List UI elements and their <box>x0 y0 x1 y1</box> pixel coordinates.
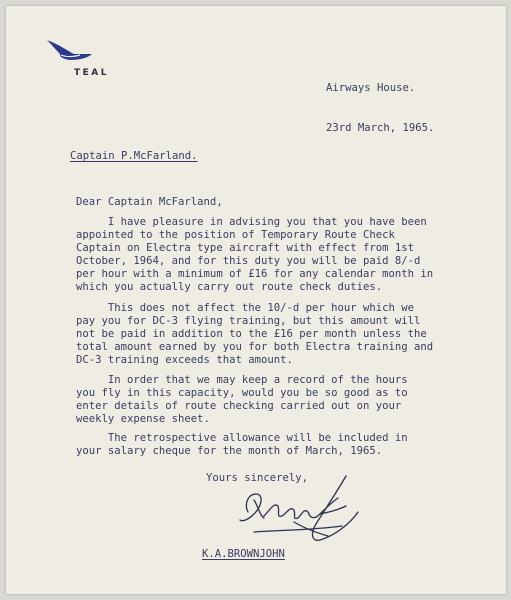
salutation: Dear Captain McFarland, <box>76 196 223 208</box>
paragraph-line: weekly expense sheet. <box>76 413 210 425</box>
paragraph-4 <box>76 432 408 458</box>
paragraph-line: total amount earned by you for both Electra training and <box>76 341 434 353</box>
paragraph-line: In order that we may keep a record of the hours <box>76 374 408 386</box>
paragraph-line: The retrospective allowance will be included in <box>76 432 408 444</box>
paragraph-line: October, 1964, and for this duty you will be paid 8/-d <box>76 255 421 267</box>
paragraph-line: appointed to the position of Temporary Route Check <box>76 229 395 241</box>
paragraph-line: Captain on Electra type aircraft with effect from 1st <box>76 242 415 254</box>
paragraph-line: your salary cheque for the month of March, 1965. <box>76 445 383 457</box>
sender-address: Airways House. <box>326 82 416 94</box>
handwritten-signature <box>234 472 364 548</box>
teal-bird-logo-icon <box>46 38 94 64</box>
closing: Yours sincerely, <box>206 472 309 484</box>
letter-page <box>6 6 506 594</box>
letter-date: 23rd March, 1965. <box>326 122 435 134</box>
paragraph-line: enter details of route checking carried out on your <box>76 400 402 412</box>
paragraph-line: you fly in this capacity, would you be so good as to <box>76 387 408 399</box>
paragraph-line: not be paid in addition to the £16 per month unless the <box>76 328 427 340</box>
paragraph-3 <box>76 374 408 426</box>
recipient-name: Captain P.McFarland. <box>70 150 198 162</box>
signatory-name: K.A.BROWNJOHN <box>202 548 285 560</box>
paragraph-line: This does not affect the 10/-d per hour which we <box>76 302 415 314</box>
paragraph-2 <box>76 302 433 367</box>
paragraph-line: I have pleasure in advising you that you have been <box>76 216 427 228</box>
paragraph-line: per hour with a minimum of £16 for any calendar month in <box>76 268 434 280</box>
paragraph-line: DC-3 training exceeds that amount. <box>76 354 293 366</box>
brand-name: TEAL <box>74 68 109 78</box>
paragraph-1 <box>76 216 433 294</box>
paragraph-line: pay you for DC-3 flying training, but this amount will <box>76 315 421 327</box>
paragraph-line: which you actually carry out route check duties. <box>76 281 383 293</box>
